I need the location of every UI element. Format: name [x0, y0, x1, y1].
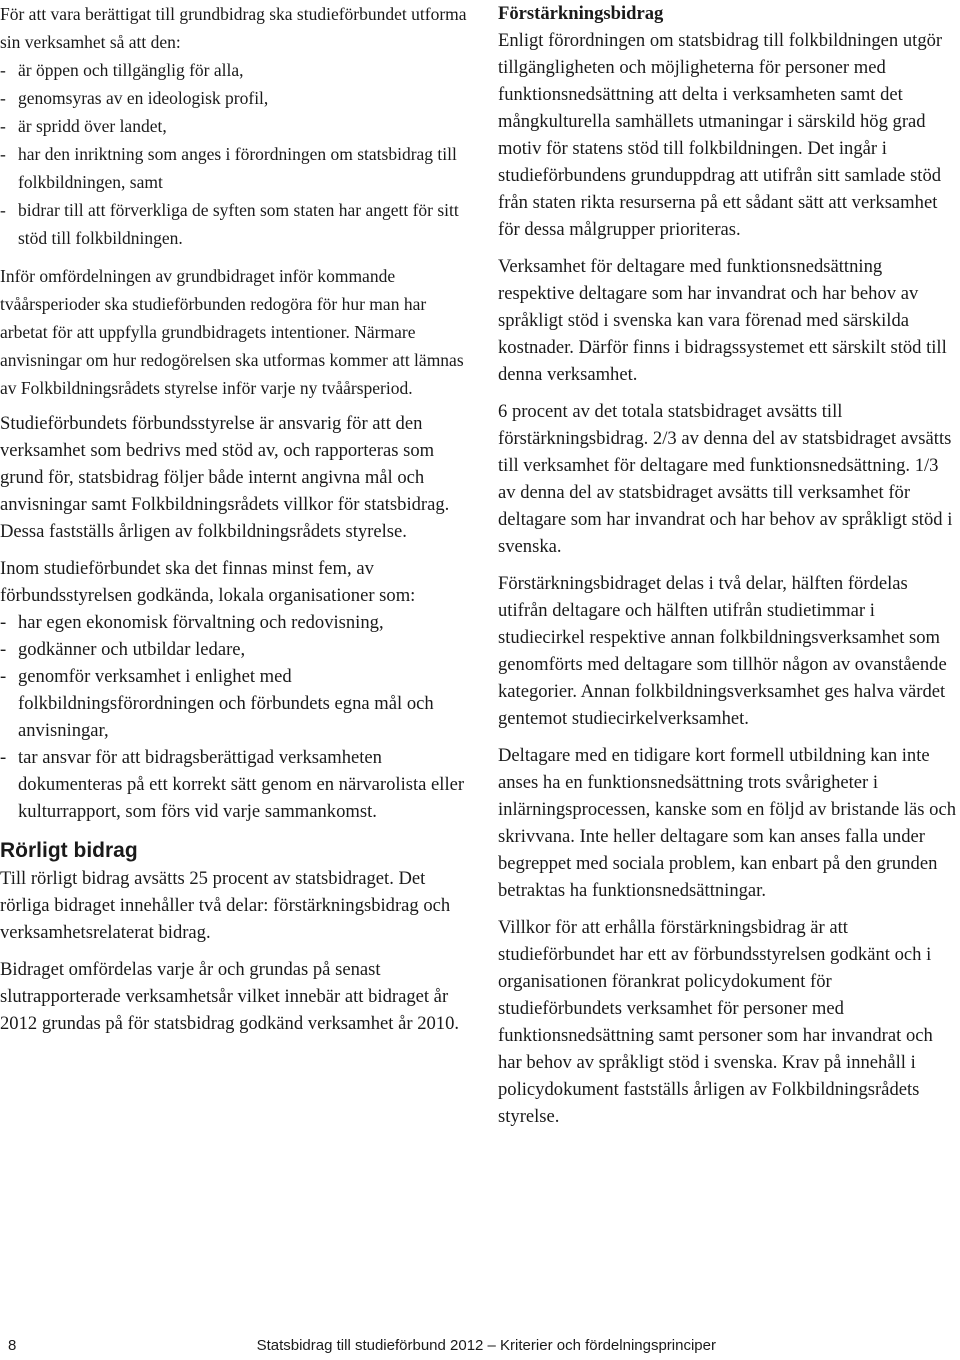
list-item: - är spridd över landet, — [0, 116, 167, 136]
list-item: - godkänner och utbildar ledare, — [0, 639, 246, 660]
left-column — [0, 0, 468, 1037]
footer-title: Statsbidrag till studieförbund 2012 – Kriterier och fördelningsprinciper — [256, 1337, 716, 1354]
list-item: - har egen ekonomisk förvaltning och redovisning, — [0, 612, 384, 633]
disability-paragraph: Verksamhet för deltagare med funktionsnedsättning respektive deltagare som har invandrat och har behov av språkligt stöd i svenska kan vara förenad med särskilda kostnader. Därför finns i bidragssystemet ett särskilt stöd till denna verksamhet. — [498, 256, 947, 385]
reinforcement-intro-paragraph: Enligt förordningen om statsbidrag till folkbildningen utgör tillgängligheten och möjligheterna för personer med funktionsnedsättning att delta i verksamheten samt det mångkulturella samhällets utmaningar i särskild hög grad motiv för statens stöd till folkbildningen. Det ingår i studieförbundens grunduppdrag att utifrån sitt samlade stöd från staten rikta resurserna på ett sådant sätt att verksamhet för dessa målgrupper prioriteras. — [498, 30, 943, 240]
local-organisations-paragraph: Inom studieförbundet ska det finnas minst fem, av förbundsstyrelsen godkända, lokala organisationer som: — [0, 558, 416, 606]
requirements-list — [0, 56, 468, 252]
organisation-requirements-list — [0, 609, 468, 825]
intro-paragraph: För att vara berättigat till grundbidrag ska studieförbundet utforma sin verksamhet så att den: — [0, 4, 467, 52]
page-footer — [0, 1336, 960, 1356]
redistribution-paragraph: Inför omfördelningen av grundbidraget inför kommande tvåårsperioder ska studieförbunden redogöra för hur man har arbetat för att uppfylla grundbidragets intentioner. Närmare anvisningar om hur redogörelsen ska utformas kommer att lämnas av Folkbildningsrådets styrelse inför varje ny tvåårsperiod. — [0, 266, 464, 398]
list-item: - har den inriktning som anges i förordningen om statsbidrag till folkbildningen, samt — [0, 144, 457, 192]
redistribution-basis-paragraph: Bidraget omfördelas varje år och grundas på senast slutrapporterade verksamhetsår vilket innebär att bidraget år 2012 grundas på för statsbidrag godkänd verksamhet år 2010. — [0, 959, 460, 1034]
list-item: - genomsyras av en ideologisk profil, — [0, 88, 269, 108]
page-number: 8 — [8, 1337, 17, 1354]
section-heading-rorligt-bidrag: Rörligt bidrag — [0, 839, 138, 862]
eligibility-paragraph: Deltagare med en tidigare kort formell utbildning kan inte anses ha en funktionsnedsättning trots svårigheter i inlärningsprocessen, kanske som en följd av bristande läs och skrivvana. Inte heller deltagare som kan anses falla under begreppet med sociala problem, kan enbart på den grunden betraktas ha funktionsnedsättningar. — [498, 745, 957, 901]
list-item: - genomför verksamhet i enlighet med folkbildningsförordningen och förbundets egna mål och anvisningar, — [0, 666, 434, 741]
list-item: - tar ansvar för att bidragsberättigad verksamheten dokumenteras på ett korrekt sätt genom en närvarolista eller kulturrapport, som förs vid varje sammankomst. — [0, 747, 465, 822]
right-column — [498, 0, 960, 1130]
conditions-paragraph: Villkor för att erhålla förstärkningsbidrag är att studieförbundet har ett av förbundsstyrelsen godkänt och i organisationen förankrat policydokument för studieförbundets verksamhet för personer med funktionsnedsättning samt personer som har invandrat och har behov av språkligt stöd i svenska. Krav på innehåll i policydokument fastställs årligen av Folkbildningsrådets styrelse. — [498, 917, 933, 1127]
variable-grant-paragraph: Till rörligt bidrag avsätts 25 procent av statsbidraget. Det rörliga bidraget innehåller två delar: förstärkningsbidrag och verksamhetsrelaterat bidrag. — [0, 868, 451, 943]
division-paragraph: Förstärkningsbidraget delas i två delar, hälften fördelas utifrån deltagare och hälften utifrån studietimmar i studiecirkel respektive annan folkbildningsverksamhet som genomförts med deltagare som tillhör någon av ovanstående kategorier. Annan folkbildningsverksamhet ges halva värdet gentemot studiecirkelverksamhet. — [498, 573, 947, 729]
list-item: - bidrar till att förverkliga de syften som staten har angett för sitt stöd till folkbildningen. — [0, 200, 459, 248]
list-item: - är öppen och tillgänglig för alla, — [0, 60, 244, 80]
section-heading-forstarkningsbidrag: Förstärkningsbidrag — [498, 3, 664, 24]
allocation-paragraph: 6 procent av det totala statsbidraget avsätts till förstärkningsbidrag. 2/3 av denna del av statsbidraget avsätts till verksamhet för deltagare med funktionsnedsättning. 1/3 av denna del av statsbidraget avsätts till verksamhet för deltagare som har invandrat och har behov av språkligt stöd i svenska. — [498, 401, 953, 557]
board-responsibility-paragraph: Studieförbundets förbundsstyrelse är ansvarig för att den verksamhet som bedrivs med stöd av, och rapporteras som grund för, statsbidrag följer både internt angivna mål och anvisningar samt Folkbildningsrådets villkor för statsbidrag. Dessa fastställs årligen av folkbildningsrådets styrelse. — [0, 413, 450, 542]
